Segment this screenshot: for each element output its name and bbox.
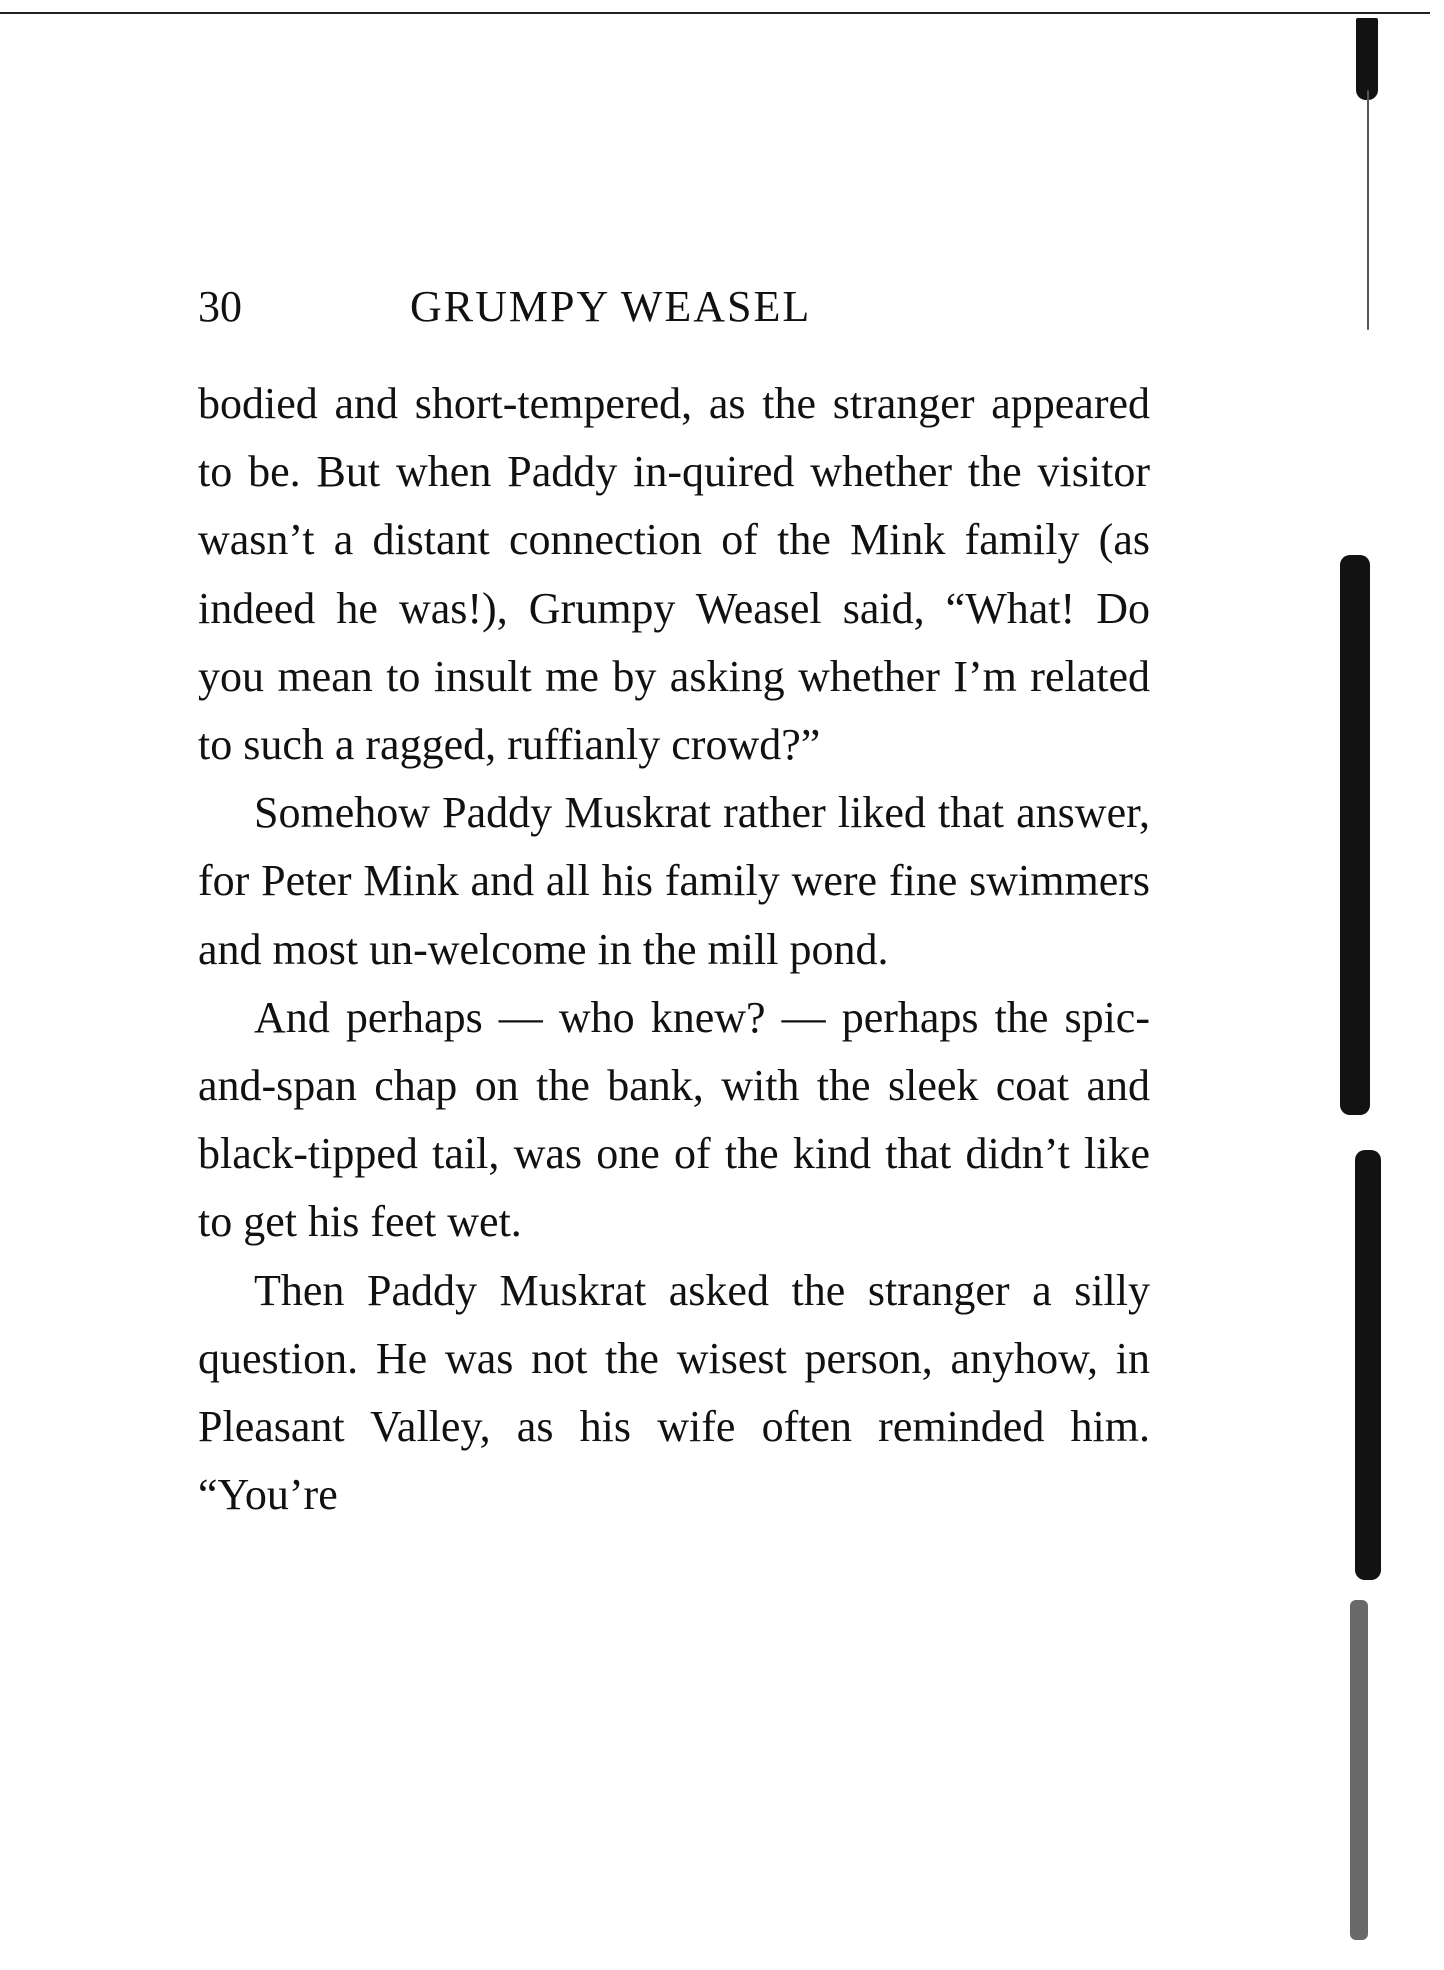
running-title: GRUMPY WEASEL <box>410 282 812 331</box>
binding-shadow-middle <box>1340 555 1370 1115</box>
paragraph-2: Somehow Paddy Muskrat rather liked that answer, for Peter Mink and all his family were fine swimmers and most un-welcome in the mill pond. <box>198 788 1150 974</box>
page-number: 30 <box>198 282 242 331</box>
binding-shadow-top <box>1356 18 1378 100</box>
binding-shadow-line <box>1367 90 1369 330</box>
body-text <box>198 370 1150 1529</box>
page-header <box>198 282 1148 332</box>
paragraph-3: And perhaps — who knew? — perhaps the spic-and-span chap on the bank, with the sleek coat and black-tipped tail, was one of the kind that didn’t like to get his feet wet. <box>198 992 1150 1247</box>
paragraph-1: bodied and short-tempered, as the stranger appeared to be. But when Paddy in-quired whether the visitor wasn’t a distant connection of the Mink family (as indeed he was!), Grumpy Weasel said, “What! Do you mean to insult me by asking whether I’m related to such a ragged, ruffianly crowd?” <box>198 379 1150 770</box>
binding-shadow-bottom <box>1350 1600 1368 1940</box>
binding-shadow-lower <box>1355 1150 1381 1580</box>
top-rule <box>0 12 1430 14</box>
paragraph-4: Then Paddy Muskrat asked the stranger a silly question. He was not the wisest person, anyhow, in Pleasant Valley, as his wife often reminded him. “You’re <box>198 1265 1150 1520</box>
